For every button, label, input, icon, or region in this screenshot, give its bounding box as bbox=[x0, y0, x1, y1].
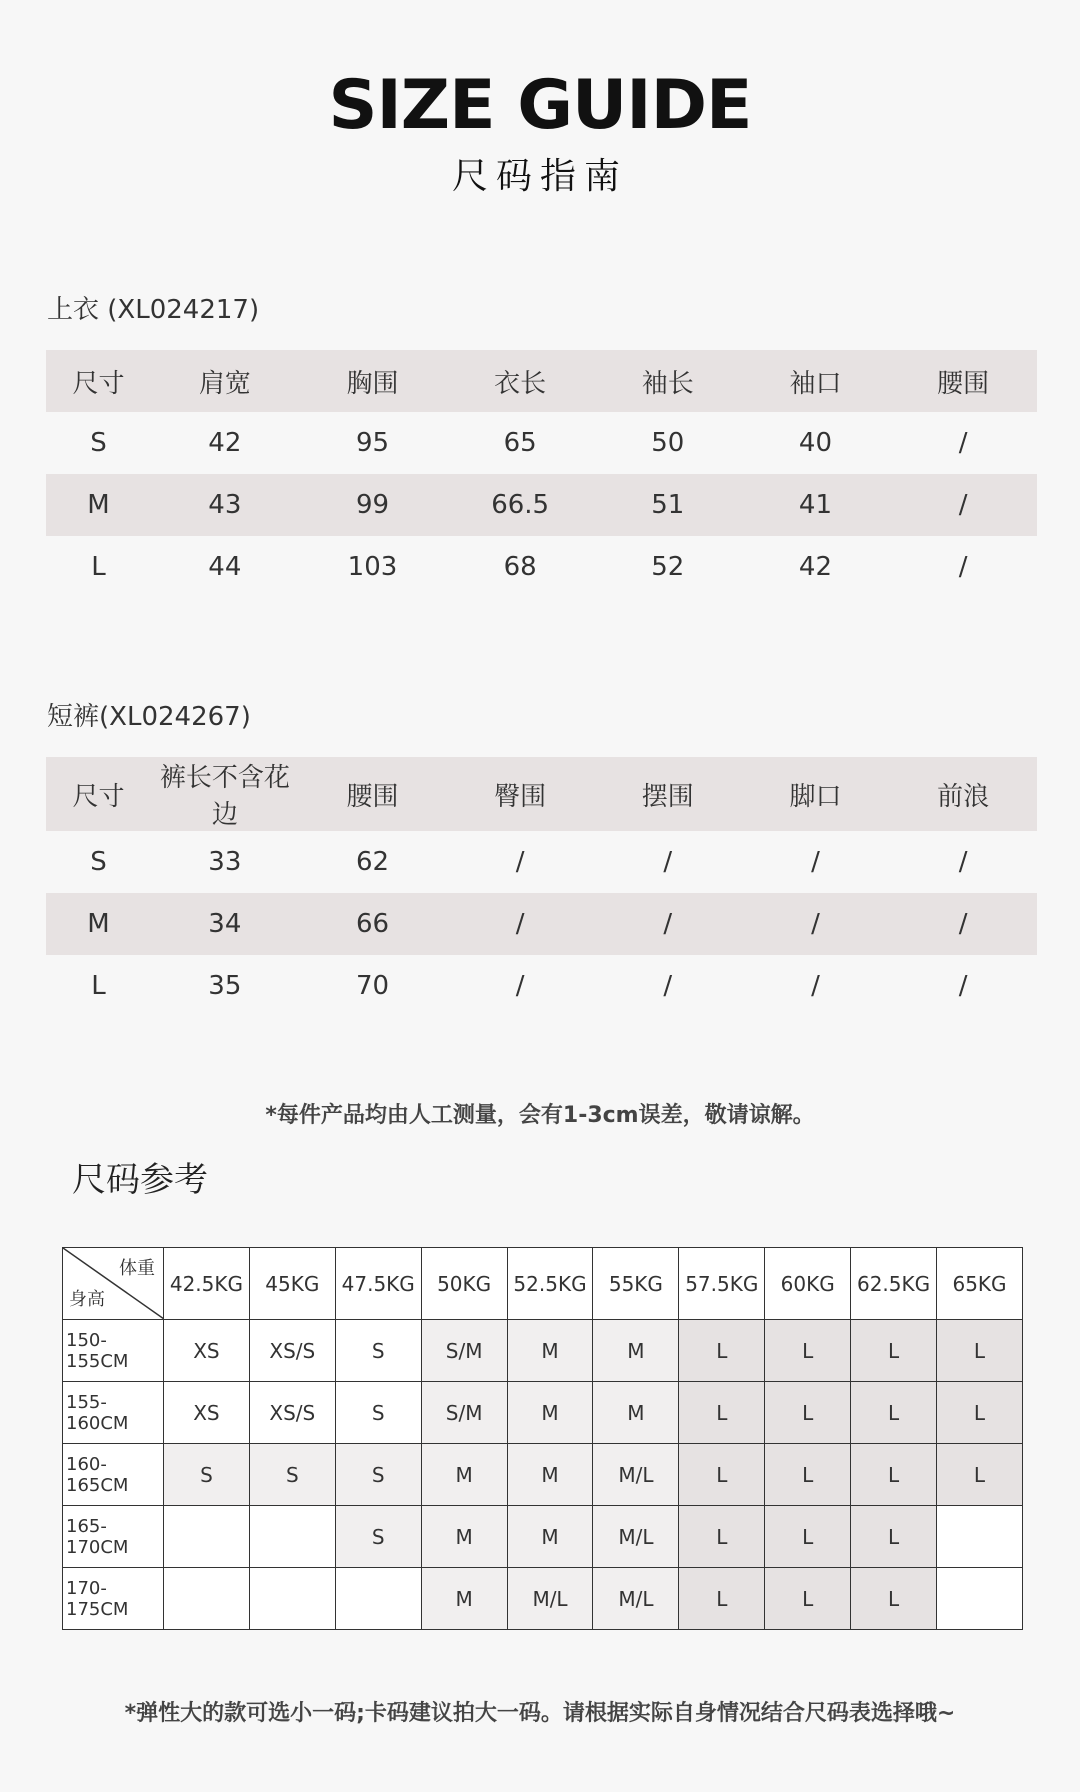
table-cell: S bbox=[90, 428, 107, 458]
table-cell: / bbox=[811, 971, 820, 1001]
size-cell bbox=[249, 1506, 335, 1568]
column-header: 尺寸 bbox=[46, 350, 151, 412]
size-cell: M/L bbox=[593, 1568, 679, 1630]
size-cell: XS/S bbox=[249, 1320, 335, 1382]
weight-header: 50KG bbox=[421, 1248, 507, 1320]
column-header: 胸围 bbox=[299, 350, 447, 412]
size-cell bbox=[164, 1568, 250, 1630]
size-cell: M bbox=[593, 1382, 679, 1444]
table-cell: 68 bbox=[503, 552, 537, 582]
column-header: 尺寸 bbox=[46, 757, 151, 831]
table-row bbox=[46, 893, 1037, 955]
table-cell: 50 bbox=[651, 428, 685, 458]
table-cell: / bbox=[958, 847, 968, 877]
size-cell: M bbox=[421, 1444, 507, 1506]
table-cell: 70 bbox=[355, 971, 390, 1001]
table-cell: 33 bbox=[208, 847, 242, 877]
size-cell: S bbox=[335, 1382, 421, 1444]
size-cell: L bbox=[937, 1444, 1023, 1506]
table-row bbox=[46, 412, 1037, 474]
height-range: 155-160CM bbox=[63, 1382, 164, 1444]
height-range: 170-175CM bbox=[63, 1568, 164, 1630]
size-cell: S bbox=[335, 1320, 421, 1382]
table-cell: 51 bbox=[594, 474, 742, 536]
size-cell: M bbox=[421, 1506, 507, 1568]
table-cell: / bbox=[889, 474, 1037, 536]
table-cell: / bbox=[446, 893, 594, 955]
weight-header: 62.5KG bbox=[851, 1248, 937, 1320]
size-cell: L bbox=[679, 1506, 765, 1568]
table-cell: 42 bbox=[798, 552, 832, 582]
reference-title: 尺码参考 bbox=[72, 1160, 208, 1200]
table-cell: M bbox=[46, 474, 151, 536]
size-cell: L bbox=[937, 1382, 1023, 1444]
reference-row bbox=[63, 1568, 1023, 1630]
table-cell: 35 bbox=[208, 971, 242, 1001]
table-cell: L bbox=[91, 971, 106, 1001]
size-cell: L bbox=[679, 1568, 765, 1630]
size-cell bbox=[164, 1506, 250, 1568]
size-cell: L bbox=[765, 1444, 851, 1506]
size-cell: L bbox=[851, 1444, 937, 1506]
table-cell: 42 bbox=[208, 428, 242, 458]
column-header: 裤长不含花边 bbox=[151, 757, 299, 831]
size-cell bbox=[937, 1568, 1023, 1630]
size-cell: M/L bbox=[593, 1506, 679, 1568]
column-header: 臀围 bbox=[446, 757, 594, 831]
reference-row bbox=[63, 1444, 1023, 1506]
page-subtitle: 尺码指南 bbox=[451, 156, 628, 197]
weight-header: 55KG bbox=[593, 1248, 679, 1320]
table-cell: S bbox=[90, 847, 107, 877]
column-header: 前浪 bbox=[889, 757, 1037, 831]
table-row bbox=[46, 831, 1037, 893]
size-cell: L bbox=[765, 1320, 851, 1382]
size-cell: L bbox=[851, 1568, 937, 1630]
table-cell: / bbox=[811, 847, 820, 877]
table-cell: / bbox=[515, 971, 525, 1001]
size-cell: L bbox=[851, 1320, 937, 1382]
size-cell: M bbox=[507, 1320, 593, 1382]
size-cell: L bbox=[765, 1568, 851, 1630]
table-cell: 99 bbox=[299, 474, 447, 536]
size-cell: S/M bbox=[421, 1320, 507, 1382]
column-header: 腰围 bbox=[889, 350, 1037, 412]
table-cell: 52 bbox=[651, 552, 685, 582]
weight-header: 57.5KG bbox=[679, 1248, 765, 1320]
size-cell: S/M bbox=[421, 1382, 507, 1444]
page-title: SIZE GUIDE bbox=[328, 66, 752, 145]
table-cell: 95 bbox=[355, 428, 390, 458]
column-header: 袖长 bbox=[594, 350, 742, 412]
column-header: 脚口 bbox=[742, 757, 890, 831]
size-cell: XS/S bbox=[249, 1382, 335, 1444]
height-label: 身高 bbox=[69, 1289, 105, 1310]
top-section-title: 上衣 (XL024217) bbox=[47, 295, 260, 325]
weight-header: 52.5KG bbox=[507, 1248, 593, 1320]
reference-row bbox=[63, 1382, 1023, 1444]
size-cell: L bbox=[851, 1382, 937, 1444]
column-header: 摆围 bbox=[594, 757, 742, 831]
reference-table bbox=[62, 1247, 1023, 1630]
table-cell: / bbox=[958, 552, 968, 582]
size-cell: M bbox=[593, 1320, 679, 1382]
corner-cell bbox=[63, 1248, 164, 1320]
height-range: 165-170CM bbox=[63, 1506, 164, 1568]
size-cell bbox=[937, 1506, 1023, 1568]
table-cell: / bbox=[663, 847, 673, 877]
table-row bbox=[46, 474, 1037, 536]
height-range: 150-155CM bbox=[63, 1320, 164, 1382]
size-cell: XS bbox=[164, 1382, 250, 1444]
size-cell: M bbox=[507, 1506, 593, 1568]
size-cell: L bbox=[937, 1320, 1023, 1382]
size-cell: L bbox=[765, 1506, 851, 1568]
weight-header: 42.5KG bbox=[164, 1248, 250, 1320]
table-cell: 62 bbox=[355, 847, 390, 877]
size-cell: S bbox=[249, 1444, 335, 1506]
size-cell bbox=[249, 1568, 335, 1630]
column-header: 袖口 bbox=[742, 350, 890, 412]
shorts-size-table bbox=[46, 757, 1037, 1017]
table-row bbox=[46, 536, 1037, 598]
size-cell: M bbox=[507, 1444, 593, 1506]
table-cell: / bbox=[515, 847, 525, 877]
table-cell: 40 bbox=[798, 428, 832, 458]
shorts-section-title: 短裤(XL024267) bbox=[47, 702, 251, 732]
size-cell: M/L bbox=[593, 1444, 679, 1506]
table-cell: / bbox=[958, 971, 968, 1001]
size-cell: M/L bbox=[507, 1568, 593, 1630]
table-cell: M bbox=[46, 893, 151, 955]
size-cell: L bbox=[851, 1506, 937, 1568]
size-cell: S bbox=[335, 1444, 421, 1506]
table-cell: / bbox=[594, 893, 742, 955]
top-size-table bbox=[46, 350, 1037, 598]
table-cell: 44 bbox=[208, 552, 242, 582]
height-range: 160-165CM bbox=[63, 1444, 164, 1506]
table-cell: 66 bbox=[299, 893, 447, 955]
table-cell: / bbox=[742, 893, 890, 955]
table-cell: 41 bbox=[742, 474, 890, 536]
reference-header-row bbox=[63, 1248, 1023, 1320]
footer-note: *弹性大的款可选小一码;卡码建议拍大一码。请根据实际自身情况结合尺码表选择哦~ bbox=[124, 1701, 956, 1726]
size-cell: L bbox=[679, 1320, 765, 1382]
table-cell: 103 bbox=[347, 552, 398, 582]
reference-row bbox=[63, 1506, 1023, 1568]
table-cell: / bbox=[958, 428, 968, 458]
measurement-note: *每件产品均由人工测量，会有1-3cm误差，敬请谅解。 bbox=[265, 1103, 815, 1128]
table-row bbox=[46, 955, 1037, 1017]
table-header-row bbox=[46, 757, 1037, 831]
table-cell: / bbox=[889, 893, 1037, 955]
table-cell: 66.5 bbox=[446, 474, 594, 536]
size-cell: S bbox=[164, 1444, 250, 1506]
table-cell: / bbox=[663, 971, 673, 1001]
table-cell: L bbox=[91, 552, 106, 582]
reference-row bbox=[63, 1320, 1023, 1382]
size-cell: M bbox=[421, 1568, 507, 1630]
weight-header: 65KG bbox=[937, 1248, 1023, 1320]
weight-header: 60KG bbox=[765, 1248, 851, 1320]
table-cell: 65 bbox=[503, 428, 537, 458]
size-cell bbox=[335, 1568, 421, 1630]
size-cell: XS bbox=[164, 1320, 250, 1382]
size-cell: L bbox=[765, 1382, 851, 1444]
table-cell: 34 bbox=[151, 893, 299, 955]
column-header: 肩宽 bbox=[151, 350, 299, 412]
table-header-row bbox=[46, 350, 1037, 412]
weight-label: 体重 bbox=[119, 1258, 155, 1279]
size-cell: L bbox=[679, 1444, 765, 1506]
weight-header: 45KG bbox=[249, 1248, 335, 1320]
column-header: 衣长 bbox=[446, 350, 594, 412]
size-cell: L bbox=[679, 1382, 765, 1444]
size-cell: M bbox=[507, 1382, 593, 1444]
size-cell: S bbox=[335, 1506, 421, 1568]
table-cell: 43 bbox=[151, 474, 299, 536]
column-header: 腰围 bbox=[299, 757, 447, 831]
weight-header: 47.5KG bbox=[335, 1248, 421, 1320]
